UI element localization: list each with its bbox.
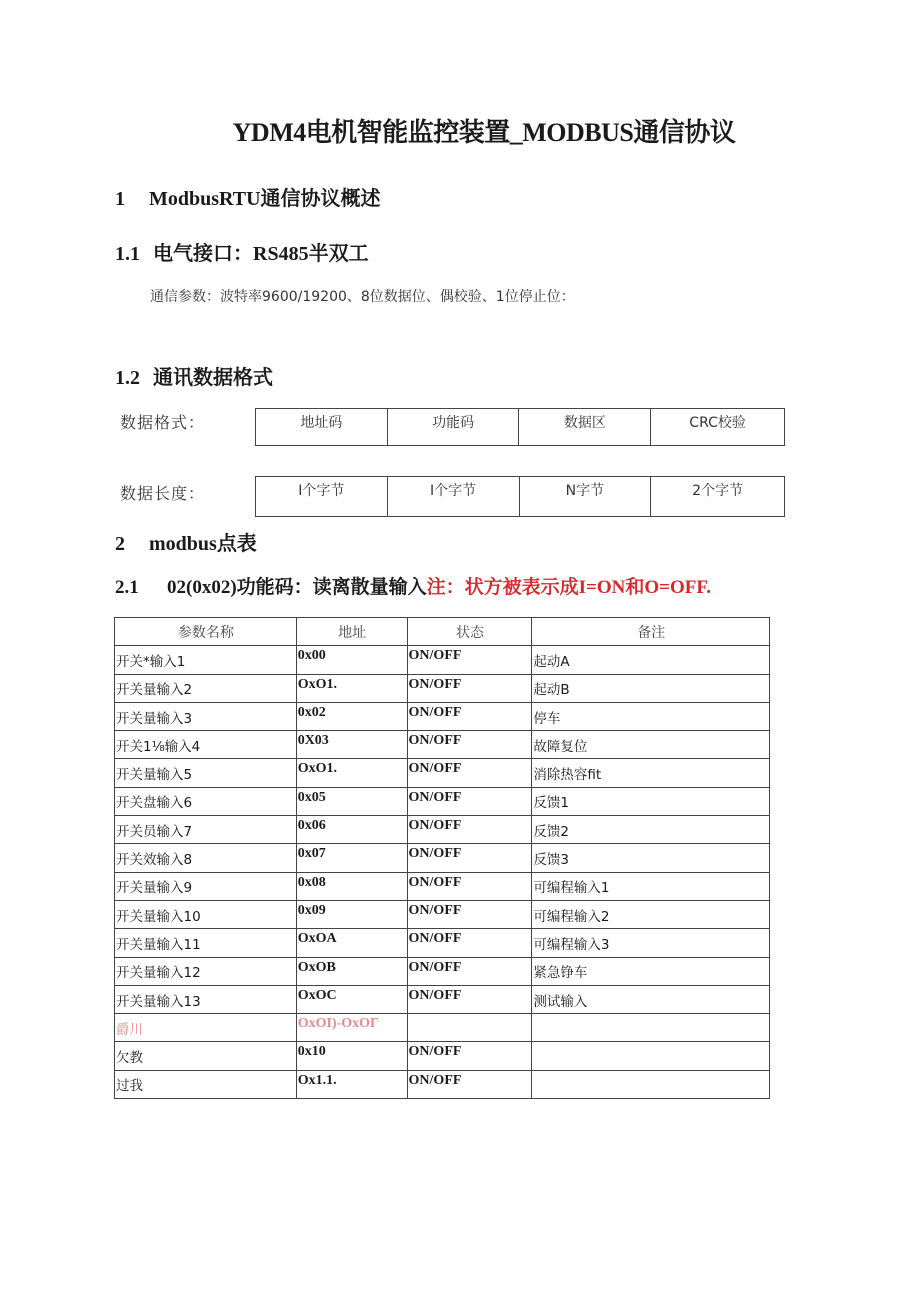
points-table [114, 617, 770, 1099]
state: ON/OFF [407, 900, 532, 928]
column-header: 参数名称 [115, 618, 297, 646]
table-row [115, 731, 770, 759]
address: 0X03 [296, 731, 407, 759]
table-row [115, 1042, 770, 1070]
state: ON/OFF [407, 1070, 532, 1098]
param-name: 过我 [115, 1070, 297, 1098]
section-1-heading [115, 182, 381, 211]
remark: 反馈3 [532, 844, 770, 872]
remark: 紧急铮车 [532, 957, 770, 985]
remark: 可编程输入3 [532, 929, 770, 957]
remark: 起动A [532, 646, 770, 674]
table-row [115, 702, 770, 730]
address: OxOA [296, 929, 407, 957]
address: 0x06 [296, 816, 407, 844]
address: 0x10 [296, 1042, 407, 1070]
param-name: 爵川 [115, 1014, 297, 1042]
length-table [255, 476, 785, 517]
page-title: YDM4电机智能监控装置_MODBUS通信协议 [232, 118, 736, 147]
table-row [115, 1070, 770, 1098]
param-name: 开关量输入2 [115, 674, 297, 702]
section-number: 1.2 [115, 367, 140, 389]
param-name: 开关量输入9 [115, 872, 297, 900]
section-title: 电气接口：RS485半双工 [153, 243, 369, 265]
section-note: 注：状方被表示成I=ON和O=OFF. [426, 577, 711, 598]
state: ON/OFF [407, 759, 532, 787]
address: 0x02 [296, 702, 407, 730]
remark: 停车 [532, 702, 770, 730]
param-name: 开关盘输入6 [115, 787, 297, 815]
length-cell: I个字节 [256, 477, 388, 517]
table-row [115, 872, 770, 900]
state: ON/OFF [407, 702, 532, 730]
length-label: 数据长度： [120, 484, 206, 503]
table-row [115, 929, 770, 957]
section-title: ModbusRTU通信协议概述 [149, 188, 381, 210]
column-header: 状态 [407, 618, 532, 646]
param-name: 开关量输入10 [115, 900, 297, 928]
param-name: 开关量输入5 [115, 759, 297, 787]
length-cell: 2个字节 [651, 477, 785, 517]
format-cell: CRC校验 [651, 409, 785, 446]
param-name: 开关1⅛输入4 [115, 731, 297, 759]
param-name: 开关*输入1 [115, 646, 297, 674]
format-label: 数据格式： [120, 413, 206, 432]
state: ON/OFF [407, 957, 532, 985]
format-cell: 地址码 [256, 409, 388, 446]
remark [532, 1014, 770, 1042]
remark: 消除热容fit [532, 759, 770, 787]
table-row [115, 985, 770, 1013]
state: ON/OFF [407, 787, 532, 815]
state: ON/OFF [407, 731, 532, 759]
table-row [115, 900, 770, 928]
param-name: 开关效输入8 [115, 844, 297, 872]
table-row [115, 1014, 770, 1042]
communication-params: 通信参数：波特率9600/19200、8位数据位、偶校验、1位停止位： [150, 289, 575, 305]
state: ON/OFF [407, 1042, 532, 1070]
address: OxO1. [296, 674, 407, 702]
length-cell: N字节 [519, 477, 651, 517]
address: 0x07 [296, 844, 407, 872]
remark: 反馈1 [532, 787, 770, 815]
section-2-heading [115, 527, 257, 556]
table-row [115, 674, 770, 702]
remark: 起动B [532, 674, 770, 702]
section-1-2-heading [115, 361, 273, 390]
format-cell: 数据区 [519, 409, 651, 446]
remark: 测试输入 [532, 985, 770, 1013]
param-name: 开关量输入13 [115, 985, 297, 1013]
remark: 可编程输入2 [532, 900, 770, 928]
state [407, 1014, 532, 1042]
address: 0x09 [296, 900, 407, 928]
table-row [115, 787, 770, 815]
state: ON/OFF [407, 872, 532, 900]
section-number: 1 [115, 188, 125, 210]
state: ON/OFF [407, 816, 532, 844]
param-name: 欠教 [115, 1042, 297, 1070]
address: 0x05 [296, 787, 407, 815]
remark: 可编程输入1 [532, 872, 770, 900]
table-row [115, 844, 770, 872]
param-name: 开关量输入3 [115, 702, 297, 730]
state: ON/OFF [407, 646, 532, 674]
address: 0x00 [296, 646, 407, 674]
state: ON/OFF [407, 985, 532, 1013]
state: ON/OFF [407, 844, 532, 872]
state: ON/OFF [407, 929, 532, 957]
section-title: 02(0x02)功能码：读离散量输入 [167, 577, 427, 598]
remark [532, 1070, 770, 1098]
section-title: 通讯数据格式 [153, 367, 273, 389]
state: ON/OFF [407, 674, 532, 702]
remark: 反馈2 [532, 816, 770, 844]
param-name: 开关量输入12 [115, 957, 297, 985]
format-table [255, 408, 785, 446]
section-number: 2 [115, 533, 125, 555]
address: OxOB [296, 957, 407, 985]
table-row [115, 957, 770, 985]
address: 0x08 [296, 872, 407, 900]
remark: 故障复位 [532, 731, 770, 759]
length-cell: I个字节 [387, 477, 519, 517]
section-1-1-heading [115, 237, 369, 266]
param-name: 开关量输入11 [115, 929, 297, 957]
table-row [115, 646, 770, 674]
address: OxOI)-OxOΓ [296, 1014, 407, 1042]
section-title: modbus点表 [149, 533, 257, 555]
table-header-row [115, 618, 770, 646]
param-name: 开关员输入7 [115, 816, 297, 844]
section-number: 1.1 [115, 243, 140, 265]
table-row [115, 759, 770, 787]
remark [532, 1042, 770, 1070]
address: OxO1. [296, 759, 407, 787]
table-row [115, 816, 770, 844]
column-header: 地址 [296, 618, 407, 646]
column-header: 备注 [532, 618, 770, 646]
section-2-1-heading [115, 572, 711, 599]
address: OxOC [296, 985, 407, 1013]
section-number: 2.1 [115, 577, 139, 598]
address: Ox1.1. [296, 1070, 407, 1098]
format-cell: 功能码 [387, 409, 519, 446]
